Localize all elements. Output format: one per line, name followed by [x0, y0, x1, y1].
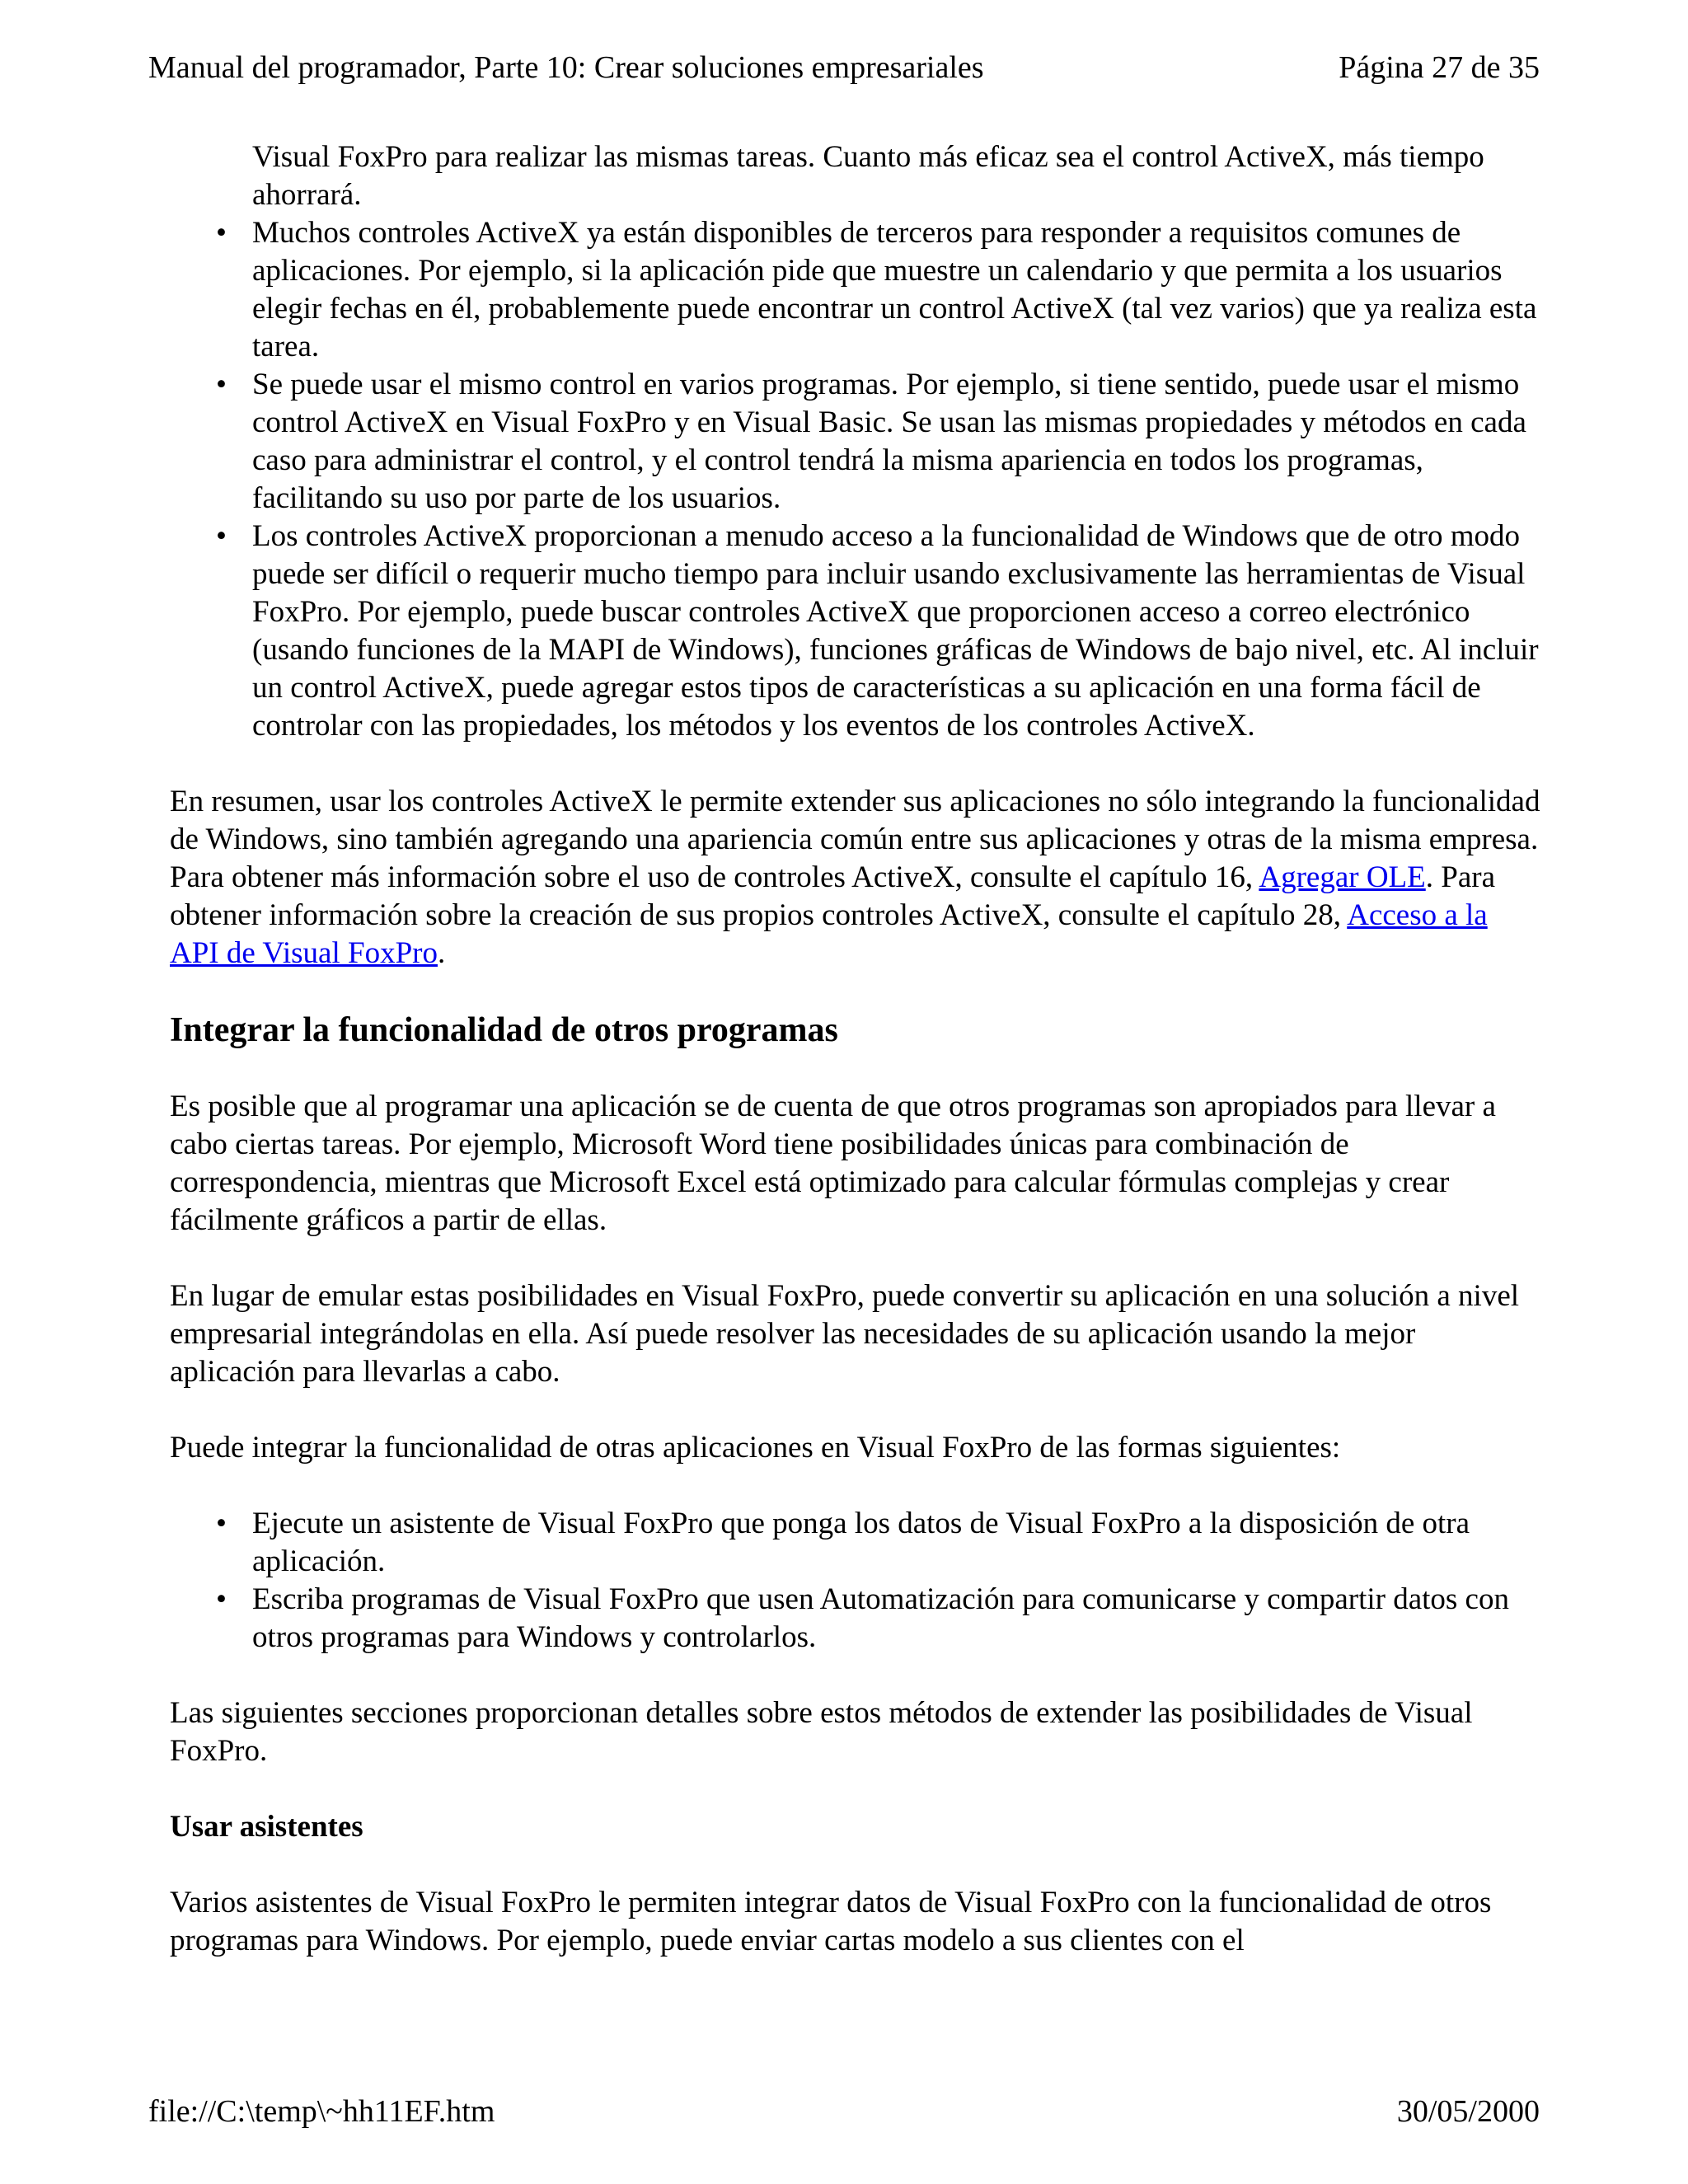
bullet-icon: •	[216, 216, 227, 250]
page-footer	[148, 2092, 1540, 2131]
subsection-paragraph-1: Varios asistentes de Visual FoxPro le permiten integrar datos de Visual FoxPro con la funcionalidad de otros programas para Windows. Por ejemplo, puede enviar cartas modelo a sus clientes con el	[170, 1886, 1492, 1957]
page-number: Página 27 de 35	[1339, 50, 1540, 85]
section-paragraph-1: Es posible que al programar una aplicación se de cuenta de que otros programas son apropiados para llevar a cabo ciertas tareas. Por ejemplo, Microsoft Word tiene posibilidades únicas para combinación de correspondencia, mientras que Microsoft Excel está optimizado para calcular fórmulas complejas y crear fácilmente gráficos a partir de ellas.	[170, 1090, 1496, 1237]
document-body	[170, 138, 1541, 1960]
list-item-text: Muchos controles ActiveX ya están disponibles de terceros para responder a requisitos comunes de aplicaciones. Por ejemplo, si la aplicación pide que muestre un calendario y que permita a los usuarios elegir fechas en él, probablemente puede encontrar un control ActiveX (tal vez varios) que ya realiza esta tarea.	[252, 216, 1537, 363]
list-item	[216, 518, 1541, 745]
list-item-text: Ejecute un asistente de Visual FoxPro que ponga los datos de Visual FoxPro a la disposición de otra aplicación.	[252, 1507, 1470, 1578]
subsection-heading: Usar asistentes	[170, 1810, 363, 1844]
list-item-text: Escriba programas de Visual FoxPro que usen Automatización para comunicarse y compartir datos con otros programas para Windows y controlarlos.	[252, 1582, 1509, 1654]
advantages-list	[170, 214, 1541, 745]
document-title: Manual del programador, Parte 10: Crear soluciones empresariales	[148, 50, 984, 85]
summary-paragraph: En resumen, usar los controles ActiveX le permite extender sus aplicaciones no sólo integrando la funcionalidad de Windows, sino también agregando una apariencia común entre sus aplicaciones y otras de la misma empresa. Para obtener más información sobre el uso de controles ActiveX, consulte el capítulo 16, Agregar OLE. Para obtener información sobre la creación de sus propios controles ActiveX, consulte el capítulo 28, Acceso a la API de Visual FoxPro.	[170, 785, 1540, 970]
file-path: file://C:\temp\~hh11EF.htm	[148, 2094, 495, 2129]
list-item-text: Los controles ActiveX proporcionan a menudo acceso a la funcionalidad de Windows que de otro modo puede ser difícil o requerir mucho tiempo para incluir usando exclusivamente las herramientas de Visual FoxPro. Por ejemplo, puede buscar controles ActiveX que proporcionen acceso a correo electrónico (usando funciones de la MAPI de Windows), funciones gráficas de Windows de bajo nivel, etc. Al incluir un control ActiveX, puede agregar estos tipos de características a su aplicación en una forma fácil de controlar con las propiedades, los métodos y los eventos de los controles ActiveX.	[252, 519, 1539, 743]
link-api-visual-foxpro[interactable]: Acceso a la API de Visual FoxPro	[170, 898, 1488, 970]
list-item	[216, 1581, 1541, 1657]
integration-ways-list	[170, 1505, 1541, 1657]
section-paragraph-2: En lugar de emular estas posibilidades en Visual FoxPro, puede convertir su aplicación en una solución a nivel empresarial integrándolas en ella. Así puede resolver las necesidades de su aplicación usando la mejor aplicación para llevarlas a cabo.	[170, 1279, 1520, 1389]
intro-continuation: Visual FoxPro para realizar las mismas tareas. Cuanto más eficaz sea el control ActiveX, más tiempo ahorrará.	[252, 140, 1484, 212]
bullet-icon: •	[216, 519, 227, 553]
print-date: 30/05/2000	[1396, 2094, 1540, 2129]
list-item	[216, 1505, 1541, 1581]
link-agregar-ole[interactable]: Agregar OLE	[1259, 860, 1426, 894]
bullet-icon: •	[216, 1507, 227, 1540]
bullet-icon: •	[216, 368, 227, 401]
bullet-icon: •	[216, 1582, 227, 1616]
section-paragraph-3: Puede integrar la funcionalidad de otras aplicaciones en Visual FoxPro de las formas siguientes:	[170, 1431, 1341, 1465]
list-item-text: Se puede usar el mismo control en varios programas. Por ejemplo, si tiene sentido, puede usar el mismo control ActiveX en Visual FoxPro y en Visual Basic. Se usan las mismas propiedades y métodos en cada caso para administrar el control, y el control tendrá la misma apariencia en todos los programas, facilitando su uso por parte de los usuarios.	[252, 368, 1526, 515]
list-item	[216, 214, 1541, 366]
section-paragraph-4: Las siguientes secciones proporcionan detalles sobre estos métodos de extender las posibilidades de Visual FoxPro.	[170, 1696, 1473, 1768]
page-header	[148, 48, 1540, 87]
section-heading: Integrar la funcionalidad de otros programas	[170, 1011, 838, 1049]
list-item	[216, 366, 1541, 518]
